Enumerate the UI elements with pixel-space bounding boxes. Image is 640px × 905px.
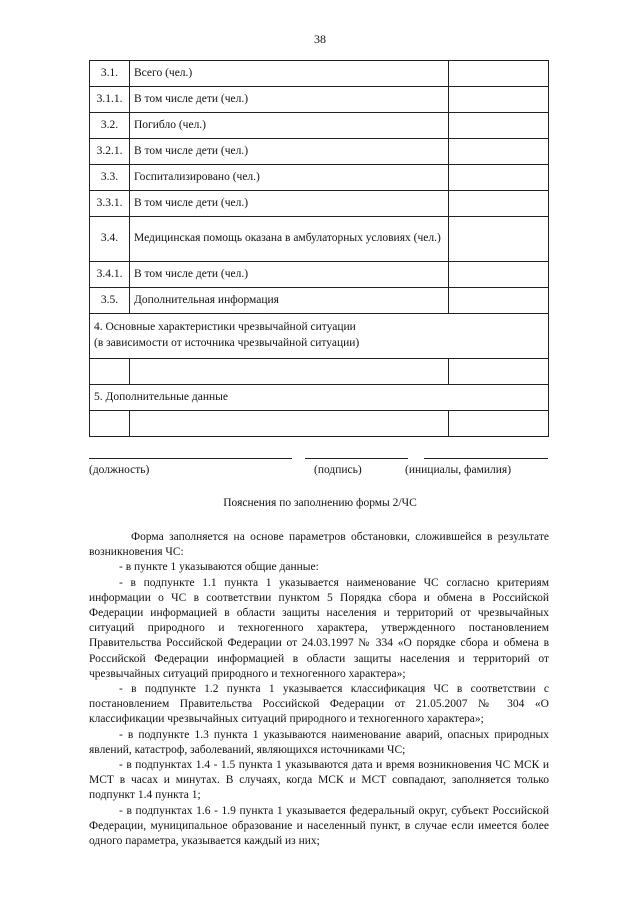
row-number: 3.2. — [90, 113, 130, 139]
explanation-paragraph: - в подпунктах 1.4 - 1.5 пункта 1 указываются дата и время возникновения ЧС МСК и МСТ в часах и минутах. В случаях, когда МСК и МСТ совпадают, заполняется только подпункт 1.4 пункта 1; — [89, 759, 549, 802]
row-value — [449, 191, 549, 217]
table-row — [90, 288, 549, 314]
blank-cell — [449, 411, 549, 437]
blank-cell — [90, 411, 130, 437]
row-label: Госпитализировано (чел.) — [130, 165, 449, 191]
row-number: 3.1. — [90, 61, 130, 87]
row-label: В том числе дети (чел.) — [130, 191, 449, 217]
position-signature-line — [89, 458, 292, 459]
row-label: Дополнительная информация — [130, 288, 449, 314]
section-4-title: 4. Основные характеристики чрезвычайной ситуации — [94, 321, 356, 334]
row-value — [449, 113, 549, 139]
explanation-paragraph: - в пункте 1 указываются общие данные: — [119, 561, 319, 574]
section-5-blank-row — [90, 411, 549, 437]
explanation-paragraph: Форма заполняется на основе параметров обстановки, сложившейся в результате возникновения ЧС: — [89, 531, 549, 559]
row-value — [449, 288, 549, 314]
name-label: (инициалы, фамилия) — [405, 464, 512, 476]
table-row — [90, 139, 549, 165]
name-signature-line — [424, 458, 548, 459]
table-row — [90, 262, 549, 288]
explanations-body — [89, 530, 549, 849]
table-row — [90, 61, 549, 87]
signature-label: (подпись) — [314, 464, 362, 476]
row-number: 3.4.1. — [90, 262, 130, 288]
section-4-blank-row — [90, 359, 549, 385]
blank-cell — [130, 411, 449, 437]
table-row — [90, 165, 549, 191]
casualties-table — [89, 60, 549, 437]
row-number: 3.4. — [90, 217, 130, 262]
section-4-header — [90, 314, 549, 359]
explanation-paragraph: - в подпункте 1.3 пункта 1 указываются наименование аварий, опасных природных явлений, катастроф, заболеваний, являющихся источниками ЧС; — [89, 728, 549, 756]
row-value — [449, 87, 549, 113]
section-4-subtitle: (в зависимости от источника чрезвычайной ситуации) — [94, 337, 360, 349]
row-number: 3.5. — [90, 288, 130, 314]
row-value — [449, 262, 549, 288]
row-value — [449, 165, 549, 191]
row-value — [449, 61, 549, 87]
row-label: В том числе дети (чел.) — [130, 139, 449, 165]
table-row — [90, 87, 549, 113]
blank-cell — [90, 359, 130, 385]
row-value — [449, 139, 549, 165]
explanation-paragraph: - в подпункте 1.1 пункта 1 указывается наименование ЧС согласно критериям информации о ЧС в соответствии пунктом 5 Порядка сбора и обмена в Российской Федерации информацией в области защиты населения и территорий от чрезвычайных ситуаций природного и техногенного характера, утвержденного постановлением Правительства Российской Федерации от 24.03.1997 № 334 «О порядке сбора и обмена в Российской Федерации информацией в области защиты населения и территорий от чрезвычайных ситуаций природного и техногенного характера»; — [89, 576, 549, 680]
row-number: 3.2.1. — [90, 139, 130, 165]
row-label: Всего (чел.) — [130, 61, 449, 87]
table-row — [90, 113, 549, 139]
blank-cell — [449, 359, 549, 385]
explanation-paragraph: - в подпункте 1.2 пункта 1 указывается классификация ЧС в соответствии с постановлением Правительства Российской Федерации от 21.05.2007 № 304 «О классификации чрезвычайных ситуаций природного и техногенного характера»; — [89, 683, 549, 726]
signature-line — [305, 458, 408, 459]
row-label: В том числе дети (чел.) — [130, 262, 449, 288]
explanations-title: Пояснения по заполнению формы 2/ЧС — [223, 497, 417, 509]
row-label: Погибло (чел.) — [130, 113, 449, 139]
row-number: 3.3.1. — [90, 191, 130, 217]
position-label: (должность) — [89, 464, 150, 476]
row-value — [449, 217, 549, 262]
explanation-paragraph: - в подпунктах 1.6 - 1.9 пункта 1 указывается федеральный округ, субъект Российской Федерации, муниципальное образование и населенный пункт, в случае если имеется более одного параметра, указывается каждый из них; — [89, 804, 549, 848]
row-label: В том числе дети (чел.) — [130, 87, 449, 113]
section-5-header-row — [90, 385, 549, 411]
section-5-title: 5. Дополнительные данные — [90, 385, 549, 411]
table-row — [90, 191, 549, 217]
row-number: 3.3. — [90, 165, 130, 191]
section-4-header-row — [90, 314, 549, 359]
page-number: 38 — [314, 32, 326, 46]
blank-cell — [130, 359, 449, 385]
row-label: Медицинская помощь оказана в амбулаторных условиях (чел.) — [130, 217, 449, 262]
row-number: 3.1.1. — [90, 87, 130, 113]
table-row — [90, 217, 549, 262]
